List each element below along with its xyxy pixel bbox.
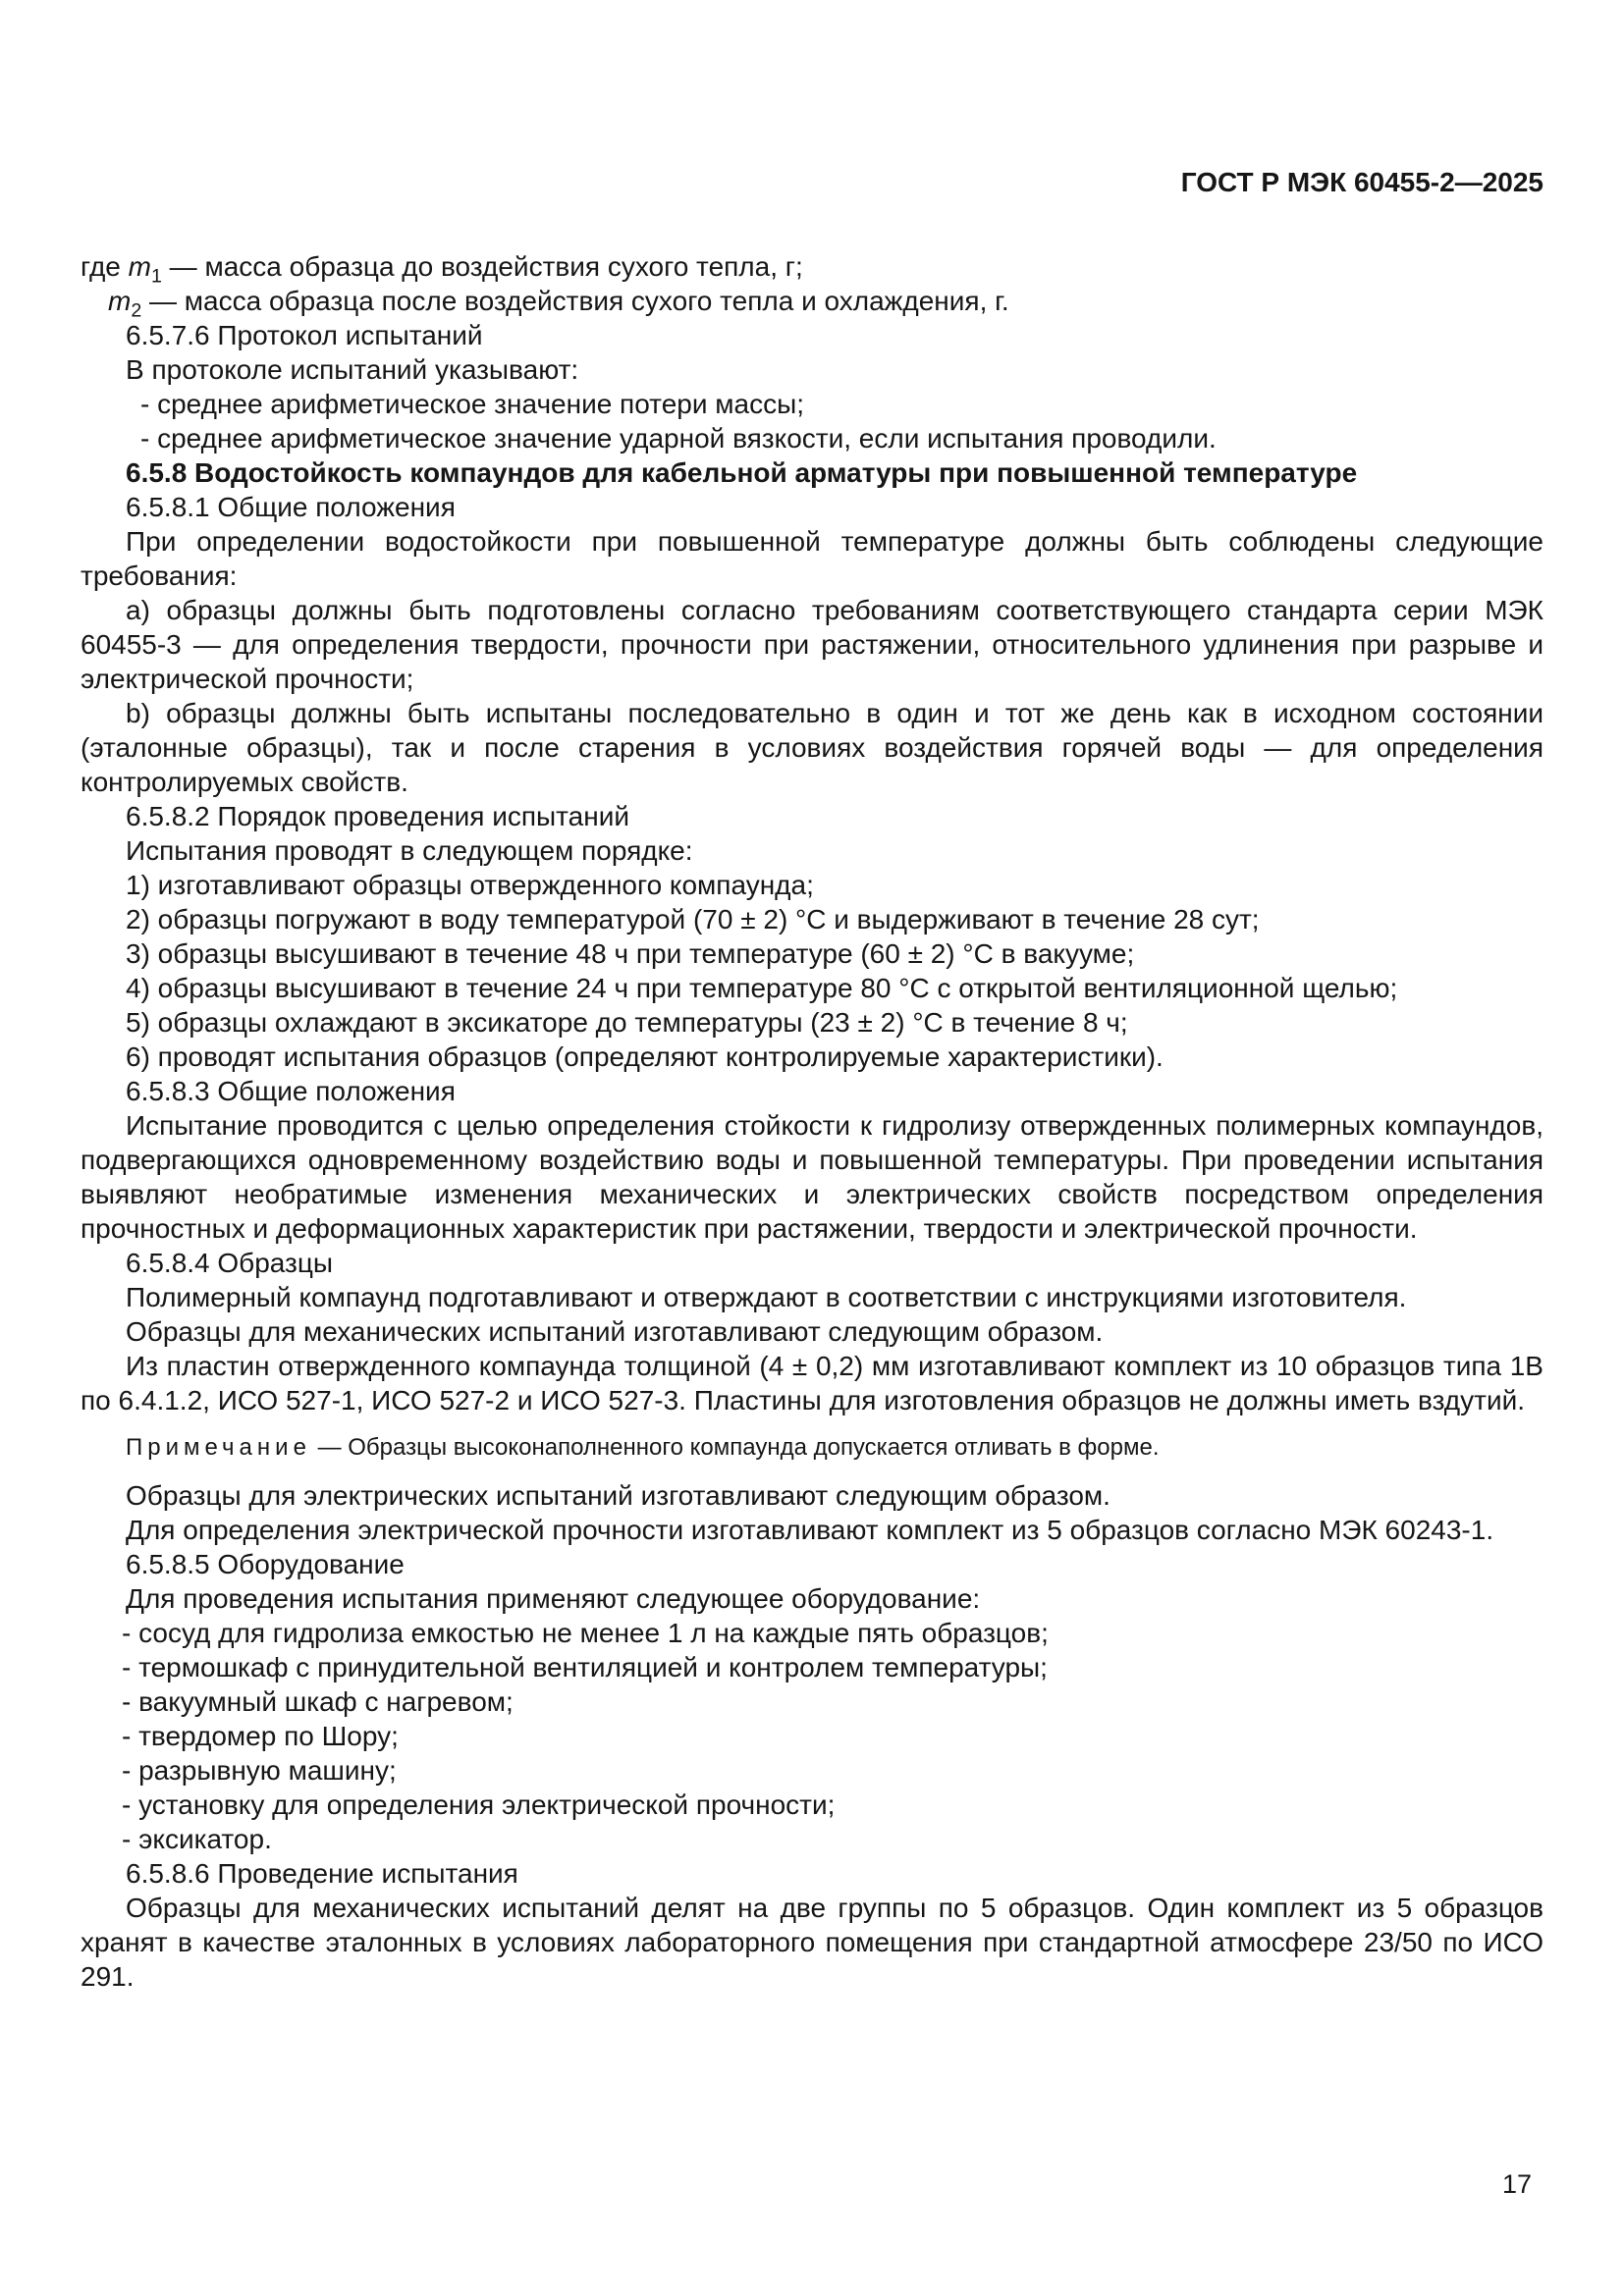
paragraph: 6.5.8.6 Проведение испытания (126, 1858, 518, 1889)
document-number: ГОСТ Р МЭК 60455-2—2025 (1180, 167, 1543, 197)
paragraph: 1) изготавливают образцы отвержденного компаунда; (126, 870, 814, 900)
paragraph: 2) образцы погружают в воду температурой (70 ± 2) °С и выдерживают в течение 28 сут; (126, 904, 1260, 934)
vardef-description: — масса образца после воздействия сухого тепла и охлаждения, г. (141, 286, 1009, 316)
paragraph: 6.5.8.4 Образцы (126, 1248, 334, 1278)
paragraph: b) образцы должны быть испытаны последовательно в один и тот же день как в исходном состоянии (эталонные образцы), так и после старения в условиях воздействия горячей воды — для определения контролируемых свойств. (81, 698, 1543, 797)
paragraph: Образцы для электрических испытаний изготавливают следующим образом. (126, 1480, 1110, 1511)
list-item: - среднее арифметическое значение потери массы; (140, 389, 804, 419)
paragraph: При определении водостойкости при повышенной температуре должны быть соблюдены следующие требования: (81, 526, 1543, 591)
paragraph: Испытание проводится с целью определения стойкости к гидролизу отвержденных полимерных компаундов, подвергающихся одновременному воздействию воды и повышенной температуры. При проведении испытания выявляют необратимые изменения механических и электрических свойств посредством определения прочностных и деформационных характеристик при растяжении, твердости и электрической прочности. (81, 1110, 1543, 1244)
section-heading: 6.5.8 Водостойкость компаундов для кабельной арматуры при повышенной температуре (126, 457, 1358, 488)
variable-definition (81, 284, 1543, 322)
paragraph: 6.5.8.1 Общие положения (126, 492, 456, 522)
paragraph: 3) образцы высушивают в течение 48 ч при температуре (60 ± 2) °С в вакууме; (126, 938, 1135, 969)
paragraph: 6) проводят испытания образцов (определяют контролируемые характеристики). (126, 1041, 1164, 1072)
list-item: - разрывную машину; (122, 1755, 397, 1786)
paragraph: 6.5.7.6 Протокол испытаний (126, 320, 483, 350)
note-label: Примечание (126, 1434, 311, 1461)
vardef-description: — масса образца до воздействия сухого тепла, г; (161, 251, 803, 282)
list-item: - термошкаф с принудительной вентиляцией и контролем температуры; (122, 1652, 1048, 1682)
paragraph: a) образцы должны быть подготовлены согласно требованиям соответствующего стандарта серии МЭК 60455-3 — для определения твердости, прочности при растяжении, относительного удлинения при разрыве и электрической прочности; (81, 595, 1543, 694)
vardef-symbol: m (128, 251, 151, 282)
vardef-prefix: где (81, 251, 129, 282)
paragraph: В протоколе испытаний указывают: (126, 354, 579, 385)
list-item: - сосуд для гидролиза емкостью не менее 1 л на каждые пять образцов; (122, 1618, 1049, 1648)
variable-definition (81, 249, 1543, 288)
list-item: - среднее арифметическое значение ударной вязкости, если испытания проводили. (140, 423, 1217, 454)
paragraph: Полимерный компаунд подготавливают и отверждают в соответствии с инструкциями изготовителя. (126, 1282, 1407, 1312)
list-item: - установку для определения электрической прочности; (122, 1789, 836, 1820)
paragraph: 4) образцы высушивают в течение 24 ч при температуре 80 °С с открытой вентиляционной щелью; (126, 973, 1398, 1003)
vardef-subscript: 2 (131, 299, 142, 322)
paragraph: 5) образцы охлаждают в эксикаторе до температуры (23 ± 2) °С в течение 8 ч; (126, 1007, 1128, 1038)
paragraph: Из пластин отвержденного компаунда толщиной (4 ± 0,2) мм изготавливают комплект из 10 образцов типа 1В по 6.4.1.2, ИСО 527-1, ИСО 527-2 и ИСО 527-3. Пластины для изготовления образцов не должны иметь вздутий. (81, 1351, 1543, 1415)
paragraph: 6.5.8.2 Порядок проведения испытаний (126, 801, 629, 831)
paragraph: Для проведения испытания применяют следующее оборудование: (126, 1583, 981, 1614)
paragraph: 6.5.8.5 Оборудование (126, 1549, 405, 1579)
paragraph: Образцы для механических испытаний делят на две группы по 5 образцов. Один комплект из 5 образцов хранят в качестве эталонных в условиях лабораторного помещения при стандартной атмосфере 23/50 по ИСО 291. (81, 1893, 1543, 1992)
paragraph: 6.5.8.3 Общие положения (126, 1076, 456, 1106)
note-text: — Образцы высоконаполненного компаунда допускается отливать в форме. (310, 1434, 1160, 1461)
list-item: - твердомер по Шору; (122, 1721, 399, 1751)
list-item: - эксикатор. (122, 1824, 272, 1854)
vardef-symbol: m (108, 286, 132, 316)
list-item: - вакуумный шкаф с нагревом; (122, 1686, 514, 1717)
vardef-subscript: 1 (150, 265, 162, 288)
page-number: 17 (1501, 2169, 1532, 2199)
document-body (81, 249, 1543, 1994)
paragraph: Испытания проводят в следующем порядке: (126, 835, 693, 866)
note (81, 1433, 1543, 1463)
paragraph: Образцы для механических испытаний изготавливают следующим образом. (126, 1316, 1104, 1347)
paragraph: Для определения электрической прочности изготавливают комплект из 5 образцов согласно МЭК 60243-1. (126, 1515, 1494, 1545)
